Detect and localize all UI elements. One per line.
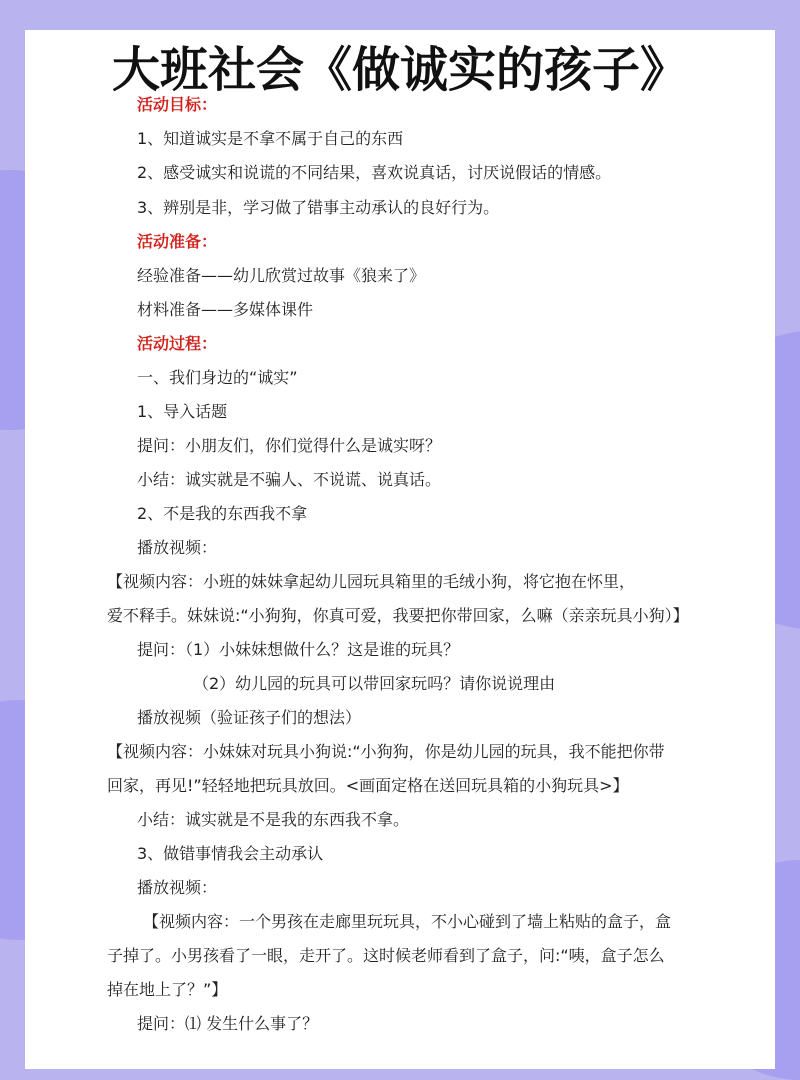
section-1-heading: 一、我们身边的“诚实” <box>137 368 298 387</box>
question-2a: 提问：（1）小妹妹想做什么？这是谁的玩具？ <box>137 640 460 659</box>
question-2b: （2）幼儿园的玩具可以带回家玩吗？请你说说理由 <box>193 674 556 693</box>
goals-heading: 活动目标： <box>137 95 218 114</box>
prep-heading: 活动准备： <box>137 232 218 251</box>
question-3: 提问：⑴ 发生什么事了？ <box>137 1014 319 1033</box>
step-1: 1、导入话题 <box>137 402 228 421</box>
goal-1: 1、知道诚实是不拿不属于自己的东西 <box>137 129 404 148</box>
step-3: 3、做错事情我会主动承认 <box>137 844 324 863</box>
question-1: 提问：小朋友们，你们觉得什么是诚实呀？ <box>137 436 442 455</box>
video-2-content-line-1: 【视频内容：小妹妹对玩具小狗说:“小狗狗，你是幼儿园的玩具，我不能把你带 <box>107 742 665 761</box>
play-video-2: 播放视频（验证孩子们的想法） <box>137 708 362 727</box>
page-title: 大班社会《做诚实的孩子》 <box>111 42 688 98</box>
video-1-content-line-2: 爱不释手。妹妹说:“小狗狗，你真可爱，我要把你带回家，么嘛（亲亲玩具小狗）】 <box>107 606 689 625</box>
prep-materials: 材料准备——多媒体课件 <box>137 300 314 319</box>
goal-3: 3、辨别是非，学习做了错事主动承认的良好行为。 <box>137 198 500 217</box>
video-3-content-line-2: 子掉了。小男孩看了一眼，走开了。这时候老师看到了盒子，问:“咦，盒子怎么 <box>107 946 665 965</box>
play-video-3: 播放视频： <box>137 878 218 897</box>
play-video-1: 播放视频： <box>137 538 218 557</box>
video-3-content-line-1: 【视频内容：一个男孩在走廊里玩玩具，不小心碰到了墙上粘贴的盒子，盒 <box>143 912 672 931</box>
prep-experience: 经验准备——幼儿欣赏过故事《狼来了》 <box>137 266 426 285</box>
summary-1: 小结：诚实就是不骗人、不说谎、说真话。 <box>137 470 442 489</box>
video-3-content-line-3: 掉在地上了？”】 <box>107 980 228 999</box>
summary-2: 小结：诚实就是不是我的东西我不拿。 <box>137 810 410 829</box>
video-1-content-line-1: 【视频内容：小班的妹妹拿起幼儿园玩具箱里的毛绒小狗，将它抱在怀里， <box>107 572 636 591</box>
step-2: 2、不是我的东西我不拿 <box>137 504 308 523</box>
video-2-content-line-2: 回家，再见!”轻轻地把玩具放回。<画面定格在送回玩具箱的小狗玩具>】 <box>107 776 629 795</box>
process-heading: 活动过程： <box>137 334 218 353</box>
goal-2: 2、感受诚实和说谎的不同结果，喜欢说真话，讨厌说假话的情感。 <box>137 163 612 182</box>
document-page <box>25 30 775 1069</box>
